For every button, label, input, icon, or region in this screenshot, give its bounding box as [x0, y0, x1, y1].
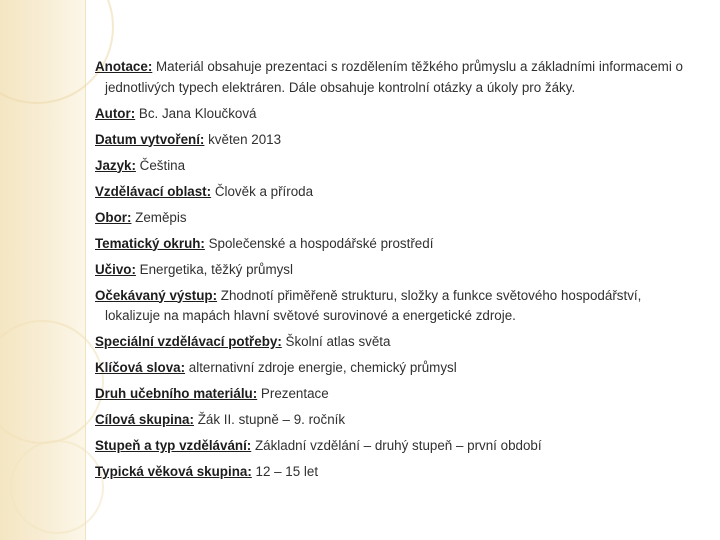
field-label: Druh učebního materiálu:	[95, 386, 258, 401]
field-value: Základní vzdělání – druhý stupeň – první období	[251, 438, 542, 453]
field-value: alternativní zdroje energie, chemický průmysl	[185, 360, 457, 375]
field-label: Typická věková skupina:	[95, 464, 252, 479]
field-label: Stupeň a typ vzdělávání:	[95, 438, 252, 453]
field-vzdelavaci-oblast	[95, 182, 685, 203]
field-value: Zeměpis	[131, 209, 187, 225]
field-cilova-skupina	[95, 410, 685, 431]
field-autor	[95, 104, 685, 125]
field-anotace	[95, 57, 685, 98]
field-label: Učivo:	[95, 261, 136, 277]
field-value: 12 – 15 let	[251, 464, 319, 479]
field-label: Speciální vzdělávací potřeby:	[95, 334, 282, 349]
field-label: Vzdělávací oblast:	[95, 183, 212, 199]
field-jazyk	[95, 156, 685, 177]
field-value: Člověk a příroda	[211, 183, 314, 199]
field-label: Datum vytvoření:	[95, 131, 205, 147]
field-value: Čeština	[135, 157, 186, 173]
metadata-list	[95, 57, 685, 488]
field-datum-vytvoreni	[95, 130, 685, 151]
field-value: Bc. Jana Kloučková	[135, 105, 257, 121]
field-tematicky-okruh	[95, 234, 685, 255]
field-label: Očekávaný výstup:	[95, 287, 218, 303]
field-klicova-slova	[95, 358, 685, 379]
field-label: Anotace:	[95, 59, 153, 74]
field-label: Obor:	[95, 209, 132, 225]
field-label: Jazyk:	[95, 157, 136, 173]
field-value: Žák II. stupně – 9. ročník	[193, 412, 346, 427]
field-value: Energetika, těžký průmysl	[135, 261, 293, 277]
field-obor	[95, 208, 685, 229]
field-label: Autor:	[95, 105, 136, 121]
field-druh-ucebniho-materialu	[95, 384, 685, 405]
field-label: Klíčová slova:	[95, 360, 186, 375]
field-ocekavany-vystup	[95, 286, 685, 327]
field-value: Materiál obsahuje prezentaci s rozdělením těžkého průmyslu a základními informacemi o jednotlivých typech elektráren. Dále obsahuje kontrolní otázky a úkoly pro žáky.	[105, 59, 683, 95]
decorative-circle	[0, 320, 104, 444]
field-value: Zhodnotí přiměřeně strukturu, složky a funkce světového hospodářství, lokalizuje na mapách hlavní světové surovinové a energetické zdroje.	[105, 287, 642, 323]
field-value: květen 2013	[204, 131, 282, 147]
field-label: Tematický okruh:	[95, 235, 205, 251]
decorative-circle	[10, 440, 104, 534]
field-value: Školní atlas světa	[281, 334, 391, 349]
field-value: Společenské a hospodářské prostředí	[204, 235, 434, 251]
field-specialni-vzdelavaci-potreby	[95, 332, 685, 353]
field-label: Cílová skupina:	[95, 412, 194, 427]
field-stupen-a-typ-vzdelavani	[95, 436, 685, 457]
field-value: Prezentace	[257, 386, 329, 401]
field-typicka-vekova-skupina	[95, 462, 685, 483]
field-ucivo	[95, 260, 685, 281]
